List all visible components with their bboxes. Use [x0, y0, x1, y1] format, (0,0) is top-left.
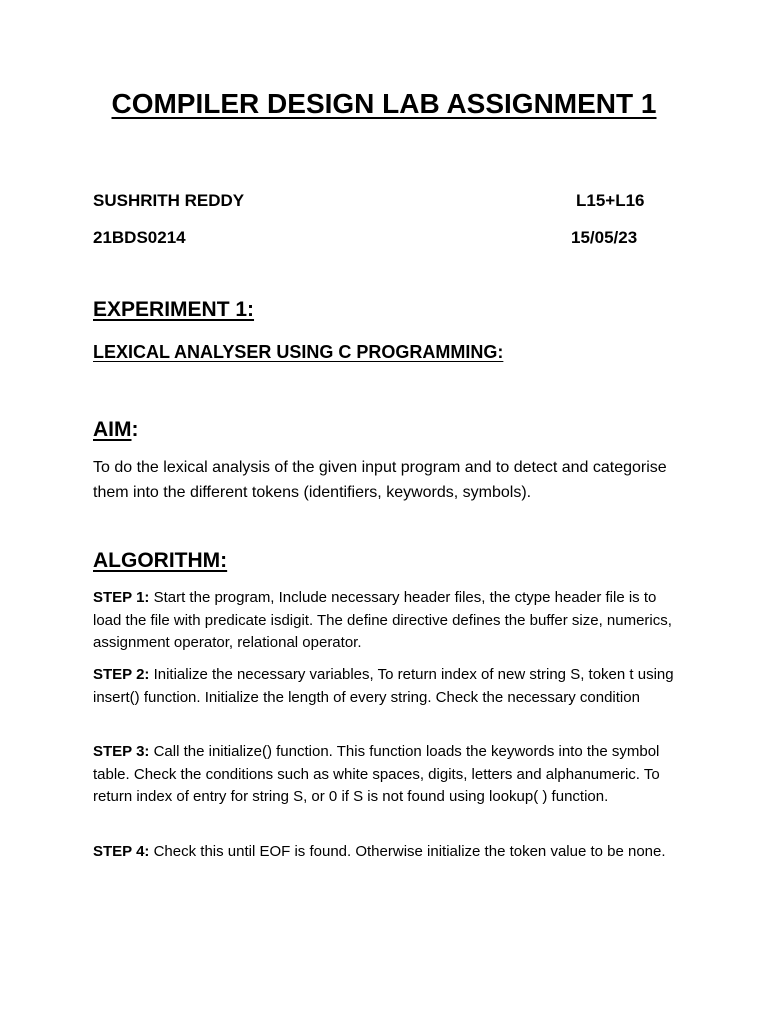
step-1-text: Start the program, Include necessary header files, the ctype header file is to load the file with predicate isdigit. The define directive defines the buffer size, numerics, assignment operator, relational operator.: [93, 589, 672, 651]
step-2-label: STEP 2:: [93, 666, 150, 683]
algorithm-heading: ALGORITHM:: [93, 549, 228, 572]
aim-heading: [93, 418, 139, 442]
step-2-text: Initialize the necessary variables, To return index of new string S, token t using insert() function. Initialize the length of every string. Check the necessary condition: [93, 666, 674, 706]
step-4: [93, 841, 678, 864]
experiment-subheading: LEXICAL ANALYSER USING C PROGRAMMING:: [93, 342, 504, 362]
step-3-text: Call the initialize() function. This function loads the keywords into the symbol table. Check the conditions such as white spaces, digits, letters and alphanumeric. To return index of entry for string S, or 0 if S is not found using lookup( ) function.: [93, 743, 660, 805]
slot-label: L15+L16: [576, 191, 645, 210]
experiment-heading: EXPERIMENT 1:: [93, 298, 255, 321]
aim-text: To do the lexical analysis of the given input program and to detect and categorise them into the different tokens (identifiers, keywords, symbols).: [93, 459, 667, 501]
step-2: [93, 664, 678, 709]
step-3: [93, 741, 678, 809]
step-4-label: STEP 4:: [93, 843, 150, 860]
step-3-label: STEP 3:: [93, 743, 150, 760]
document-title: COMPILER DESIGN LAB ASSIGNMENT 1: [111, 88, 657, 119]
aim-heading-word: AIM: [93, 418, 132, 441]
step-1: [93, 587, 678, 655]
aim-heading-colon: :: [131, 418, 139, 441]
step-4-text: Check this until EOF is found. Otherwise initialize the token value to be none.: [149, 843, 666, 860]
registration-number: 21BDS0214: [93, 228, 186, 247]
step-1-label: STEP 1:: [93, 589, 150, 606]
student-name: SUSHRITH REDDY: [93, 191, 245, 210]
date-label: 15/05/23: [571, 228, 638, 247]
